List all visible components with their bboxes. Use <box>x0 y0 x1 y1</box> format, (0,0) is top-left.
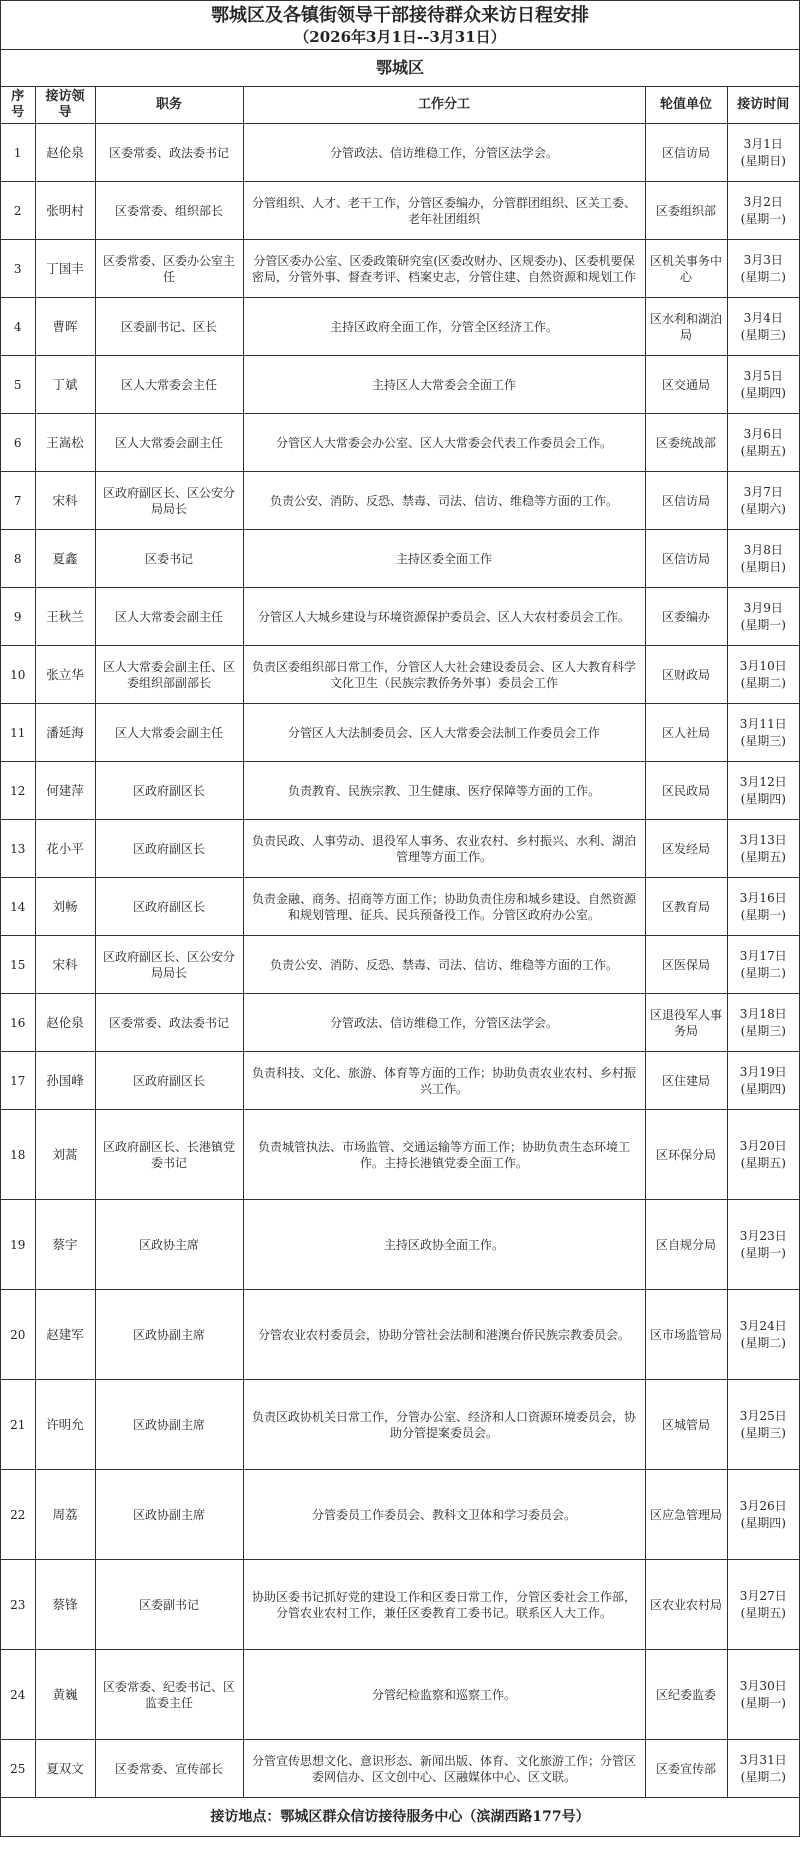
cell-unit: 区纪委监委 <box>645 1650 727 1740</box>
visit-date: 3月9日 <box>743 600 783 615</box>
cell-unit: 区民政局 <box>645 762 727 820</box>
visit-date: 3月27日 <box>739 1588 787 1603</box>
table-row <box>1 1290 799 1380</box>
visit-weekday: (星期一) <box>740 211 786 226</box>
cell-time <box>727 588 799 646</box>
visit-date: 3月3日 <box>743 252 783 267</box>
cell-duty: 主持区人大常委会全面工作 <box>243 356 645 414</box>
table-row <box>1 646 799 704</box>
cell-time <box>727 704 799 762</box>
cell-time <box>727 1740 799 1798</box>
cell-duty: 分管区委办公室、区委政策研究室(区委改财办、区规委办)、区委机要保密局，分管外事、督查考评、档案史志，分管住建、自然资源和规划工作 <box>243 240 645 298</box>
visit-date: 3月24日 <box>739 1318 787 1333</box>
cell-time <box>727 356 799 414</box>
district-heading: 鄂城区 <box>1 50 799 87</box>
visit-weekday: (星期四) <box>740 1515 786 1530</box>
cell-time <box>727 182 799 240</box>
cell-duty: 负责区政协机关日常工作，分管办公室、经济和人口资源环境委员会，协助分管提案委员会。 <box>243 1380 645 1470</box>
cell-duty: 分管农业农村委员会，协助分管社会法制和港澳台侨民族宗教委员会。 <box>243 1290 645 1380</box>
header-time: 接访时间 <box>727 87 799 124</box>
table-row <box>1 704 799 762</box>
visit-date: 3月1日 <box>743 136 783 151</box>
cell-position: 区委书记 <box>95 530 243 588</box>
cell-time <box>727 820 799 878</box>
cell-duty: 负责科技、文化、旅游、体育等方面的工作；协助负责农业农村、乡村振兴工作。 <box>243 1052 645 1110</box>
table-row <box>1 182 799 240</box>
visit-weekday: (星期二) <box>740 675 786 690</box>
cell-unit: 区城管局 <box>645 1380 727 1470</box>
cell-no: 25 <box>1 1740 35 1798</box>
cell-time <box>727 762 799 820</box>
cell-no: 17 <box>1 1052 35 1110</box>
cell-no: 18 <box>1 1110 35 1200</box>
cell-time <box>727 298 799 356</box>
cell-position: 区政协副主席 <box>95 1380 243 1470</box>
visit-weekday: (星期三) <box>740 327 786 342</box>
cell-unit: 区住建局 <box>645 1052 727 1110</box>
cell-position: 区委常委、政法委书记 <box>95 994 243 1052</box>
cell-leader-name: 刘畅 <box>35 878 95 936</box>
table-row <box>1 414 799 472</box>
visit-weekday: (星期一) <box>740 617 786 632</box>
visit-weekday: (星期五) <box>740 1605 786 1620</box>
visit-weekday: (星期三) <box>740 1425 786 1440</box>
cell-duty: 分管委员工作委员会、教科文卫体和学习委员会。 <box>243 1470 645 1560</box>
cell-unit: 区市场监管局 <box>645 1290 727 1380</box>
cell-no: 12 <box>1 762 35 820</box>
cell-duty: 分管区人大法制委员会、区人大常委会法制工作委员会工作 <box>243 704 645 762</box>
cell-position: 区委常委、组织部长 <box>95 182 243 240</box>
cell-leader-name: 周荔 <box>35 1470 95 1560</box>
visit-weekday: (星期五) <box>740 849 786 864</box>
cell-position: 区委副书记 <box>95 1560 243 1650</box>
visit-weekday: (星期一) <box>740 907 786 922</box>
cell-unit: 区委组织部 <box>645 182 727 240</box>
cell-position: 区人大常委会副主任、区委组织部副部长 <box>95 646 243 704</box>
cell-time <box>727 240 799 298</box>
cell-duty: 主持区委全面工作 <box>243 530 645 588</box>
cell-position: 区委常委、区委办公室主任 <box>95 240 243 298</box>
visit-date: 3月17日 <box>739 948 787 963</box>
cell-duty: 负责公安、消防、反恐、禁毒、司法、信访、维稳等方面的工作。 <box>243 936 645 994</box>
cell-position: 区政协副主席 <box>95 1470 243 1560</box>
visit-weekday: (星期一) <box>740 1245 786 1260</box>
cell-unit: 区信访局 <box>645 530 727 588</box>
header-duty: 工作分工 <box>243 87 645 124</box>
visit-weekday: (星期一) <box>740 1695 786 1710</box>
cell-no: 21 <box>1 1380 35 1470</box>
cell-no: 20 <box>1 1290 35 1380</box>
cell-unit: 区农业农村局 <box>645 1560 727 1650</box>
visit-date: 3月2日 <box>743 194 783 209</box>
table-row <box>1 240 799 298</box>
cell-leader-name: 花小平 <box>35 820 95 878</box>
cell-no: 8 <box>1 530 35 588</box>
cell-no: 2 <box>1 182 35 240</box>
cell-duty: 分管政法、信访维稳工作，分管区法学会。 <box>243 124 645 182</box>
table-row <box>1 762 799 820</box>
cell-no: 9 <box>1 588 35 646</box>
cell-no: 22 <box>1 1470 35 1560</box>
visit-date: 3月30日 <box>739 1678 787 1693</box>
visit-date: 3月18日 <box>739 1006 787 1021</box>
cell-no: 4 <box>1 298 35 356</box>
visit-weekday: (星期四) <box>740 791 786 806</box>
cell-time <box>727 472 799 530</box>
table-row <box>1 124 799 182</box>
cell-no: 7 <box>1 472 35 530</box>
header-leader: 接访领导 <box>35 87 95 124</box>
cell-duty: 分管纪检监察和巡察工作。 <box>243 1650 645 1740</box>
visit-date: 3月5日 <box>743 368 783 383</box>
cell-position: 区人大常委会副主任 <box>95 588 243 646</box>
visit-weekday: (星期日) <box>740 153 786 168</box>
cell-leader-name: 宋科 <box>35 936 95 994</box>
cell-no: 14 <box>1 878 35 936</box>
cell-unit: 区信访局 <box>645 472 727 530</box>
visit-weekday: (星期二) <box>740 1769 786 1784</box>
table-row <box>1 994 799 1052</box>
cell-position: 区政协主席 <box>95 1200 243 1290</box>
cell-unit: 区水利和湖泊局 <box>645 298 727 356</box>
cell-unit: 区机关事务中心 <box>645 240 727 298</box>
header-position: 职务 <box>95 87 243 124</box>
cell-leader-name: 张明村 <box>35 182 95 240</box>
table-row <box>1 472 799 530</box>
cell-position: 区政府副区长、长港镇党委书记 <box>95 1110 243 1200</box>
visit-weekday: (星期三) <box>740 733 786 748</box>
cell-position: 区人大常委会副主任 <box>95 414 243 472</box>
visit-weekday: (星期四) <box>740 385 786 400</box>
cell-time <box>727 1200 799 1290</box>
cell-position: 区政协副主席 <box>95 1290 243 1380</box>
table-row <box>1 1470 799 1560</box>
cell-leader-name: 张立华 <box>35 646 95 704</box>
table-row <box>1 588 799 646</box>
cell-time <box>727 414 799 472</box>
visit-date: 3月31日 <box>739 1752 787 1767</box>
cell-time <box>727 1290 799 1380</box>
cell-position: 区政府副区长、区公安分局局长 <box>95 936 243 994</box>
cell-no: 24 <box>1 1650 35 1740</box>
cell-leader-name: 赵建军 <box>35 1290 95 1380</box>
cell-time <box>727 936 799 994</box>
cell-leader-name: 孙国峰 <box>35 1052 95 1110</box>
cell-leader-name: 刘蒿 <box>35 1110 95 1200</box>
visit-weekday: (星期三) <box>740 1023 786 1038</box>
cell-position: 区政府副区长、区公安分局局长 <box>95 472 243 530</box>
cell-time <box>727 1052 799 1110</box>
table-row <box>1 356 799 414</box>
cell-leader-name: 潘延海 <box>35 704 95 762</box>
cell-no: 6 <box>1 414 35 472</box>
visit-date: 3月11日 <box>739 716 787 731</box>
cell-position: 区委常委、宣传部长 <box>95 1740 243 1798</box>
table-row <box>1 1200 799 1290</box>
cell-duty: 负责城管执法、市场监管、交通运输等方面工作；协助负责生态环境工作。主持长港镇党委全面工作。 <box>243 1110 645 1200</box>
visit-date: 3月16日 <box>739 890 787 905</box>
cell-duty: 分管组织、人才、老干工作，分管区委编办，分管群团组织、区关工委、老年社团组织 <box>243 182 645 240</box>
cell-unit: 区应急管理局 <box>645 1470 727 1560</box>
table-row <box>1 936 799 994</box>
cell-position: 区委常委、政法委书记 <box>95 124 243 182</box>
visit-weekday: (星期六) <box>740 501 786 516</box>
cell-duty: 负责民政、人事劳动、退役军人事务、农业农村、乡村振兴、水利、湖泊管理等方面工作。 <box>243 820 645 878</box>
visit-date: 3月25日 <box>739 1408 787 1423</box>
cell-unit: 区信访局 <box>645 124 727 182</box>
cell-leader-name: 夏鑫 <box>35 530 95 588</box>
visit-weekday: (星期四) <box>740 1081 786 1096</box>
cell-time <box>727 878 799 936</box>
header-unit: 轮值单位 <box>645 87 727 124</box>
visit-date: 3月20日 <box>739 1138 787 1153</box>
cell-duty: 分管区人大城乡建设与环境资源保护委员会、区人大农村委员会工作。 <box>243 588 645 646</box>
cell-leader-name: 夏双文 <box>35 1740 95 1798</box>
table-row <box>1 1560 799 1650</box>
cell-duty: 主持区政协全面工作。 <box>243 1200 645 1290</box>
visit-date: 3月12日 <box>739 774 787 789</box>
visit-weekday: (星期日) <box>740 559 786 574</box>
document-title: 鄂城区及各镇街领导干部接待群众来访日程安排 <box>211 5 589 26</box>
table-row <box>1 1052 799 1110</box>
cell-leader-name: 王秋兰 <box>35 588 95 646</box>
title-block <box>1 1 799 50</box>
cell-duty: 分管宣传思想文化、意识形态、新闻出版、体育、文化旅游工作；分管区委网信办、区文创中心、区融媒体中心、区文联。 <box>243 1740 645 1798</box>
cell-duty: 负责金融、商务、招商等方面工作；协助负责住房和城乡建设、自然资源和规划管理、征兵、民兵预备役工作。分管区政府办公室。 <box>243 878 645 936</box>
cell-unit: 区财政局 <box>645 646 727 704</box>
visit-weekday: (星期二) <box>740 269 786 284</box>
cell-leader-name: 赵伦泉 <box>35 124 95 182</box>
cell-position: 区政府副区长 <box>95 878 243 936</box>
cell-unit: 区环保分局 <box>645 1110 727 1200</box>
cell-duty: 协助区委书记抓好党的建设工作和区委日常工作，分管区委社会工作部，分管农业农村工作，兼任区委教育工委书记。联系区人大工作。 <box>243 1560 645 1650</box>
visit-date: 3月23日 <box>739 1228 787 1243</box>
cell-position: 区政府副区长 <box>95 1052 243 1110</box>
cell-time <box>727 1560 799 1650</box>
visit-date: 3月6日 <box>743 426 783 441</box>
cell-time <box>727 124 799 182</box>
table-row <box>1 1110 799 1200</box>
visit-date: 3月4日 <box>743 310 783 325</box>
cell-no: 5 <box>1 356 35 414</box>
visit-date: 3月7日 <box>743 484 783 499</box>
cell-position: 区委常委、纪委书记、区监委主任 <box>95 1650 243 1740</box>
cell-unit: 区委编办 <box>645 588 727 646</box>
table-row <box>1 298 799 356</box>
cell-no: 13 <box>1 820 35 878</box>
cell-leader-name: 赵伦泉 <box>35 994 95 1052</box>
cell-no: 16 <box>1 994 35 1052</box>
visit-date: 3月19日 <box>739 1064 787 1079</box>
table-row <box>1 1380 799 1470</box>
cell-position: 区人大常委会副主任 <box>95 704 243 762</box>
cell-duty: 负责公安、消防、反恐、禁毒、司法、信访、维稳等方面的工作。 <box>243 472 645 530</box>
cell-position: 区人大常委会主任 <box>95 356 243 414</box>
cell-duty: 分管区人大常委会办公室、区人大常委会代表工作委员会工作。 <box>243 414 645 472</box>
visit-date: 3月13日 <box>739 832 787 847</box>
cell-unit: 区委统战部 <box>645 414 727 472</box>
cell-leader-name: 丁国丰 <box>35 240 95 298</box>
visit-weekday: (星期二) <box>740 1335 786 1350</box>
table-row <box>1 1740 799 1798</box>
cell-position: 区政府副区长 <box>95 762 243 820</box>
cell-no: 1 <box>1 124 35 182</box>
cell-duty: 负责教育、民族宗教、卫生健康、医疗保障等方面的工作。 <box>243 762 645 820</box>
cell-leader-name: 王嵩松 <box>35 414 95 472</box>
table-row <box>1 820 799 878</box>
visit-date: 3月10日 <box>739 658 787 673</box>
cell-unit: 区医保局 <box>645 936 727 994</box>
cell-position: 区委副书记、区长 <box>95 298 243 356</box>
cell-leader-name: 蔡锋 <box>35 1560 95 1650</box>
cell-time <box>727 646 799 704</box>
visit-date: 3月26日 <box>739 1498 787 1513</box>
cell-leader-name: 许明允 <box>35 1380 95 1470</box>
cell-no: 15 <box>1 936 35 994</box>
cell-time <box>727 530 799 588</box>
cell-leader-name: 黄巍 <box>35 1650 95 1740</box>
cell-unit: 区委宣传部 <box>645 1740 727 1798</box>
cell-no: 23 <box>1 1560 35 1650</box>
cell-time <box>727 1650 799 1740</box>
cell-no: 19 <box>1 1200 35 1290</box>
reception-location: 接访地点：鄂城区群众信访接待服务中心（滨湖西路177号） <box>210 1809 590 1825</box>
cell-leader-name: 宋科 <box>35 472 95 530</box>
cell-unit: 区人社局 <box>645 704 727 762</box>
document-subtitle: （2026年3月1日--3月31日） <box>294 28 506 46</box>
cell-unit: 区自规分局 <box>645 1200 727 1290</box>
visit-date: 3月8日 <box>743 542 783 557</box>
table-row <box>1 878 799 936</box>
cell-duty: 分管政法、信访维稳工作，分管区法学会。 <box>243 994 645 1052</box>
cell-no: 11 <box>1 704 35 762</box>
cell-time <box>727 994 799 1052</box>
cell-leader-name: 曹晖 <box>35 298 95 356</box>
cell-leader-name: 蔡宇 <box>35 1200 95 1290</box>
cell-duty: 负责区委组织部日常工作，分管区人大社会建设委员会、区人大教育科学文化卫生（民族宗教侨务外事）委员会工作 <box>243 646 645 704</box>
cell-unit: 区教育局 <box>645 878 727 936</box>
visit-weekday: (星期五) <box>740 443 786 458</box>
cell-time <box>727 1110 799 1200</box>
table-row <box>1 530 799 588</box>
header-no: 序号 <box>1 87 35 124</box>
schedule-table <box>1 87 799 1798</box>
cell-unit: 区交通局 <box>645 356 727 414</box>
visit-weekday: (星期五) <box>740 1155 786 1170</box>
cell-no: 3 <box>1 240 35 298</box>
cell-no: 10 <box>1 646 35 704</box>
cell-leader-name: 何建萍 <box>35 762 95 820</box>
cell-unit: 区发经局 <box>645 820 727 878</box>
cell-time <box>727 1380 799 1470</box>
cell-unit: 区退役军人事务局 <box>645 994 727 1052</box>
cell-duty: 主持区政府全面工作，分管全区经济工作。 <box>243 298 645 356</box>
cell-leader-name: 丁斌 <box>35 356 95 414</box>
table-header-row <box>1 87 799 124</box>
cell-position: 区政府副区长 <box>95 820 243 878</box>
visit-weekday: (星期二) <box>740 965 786 980</box>
cell-time <box>727 1470 799 1560</box>
table-row <box>1 1650 799 1740</box>
